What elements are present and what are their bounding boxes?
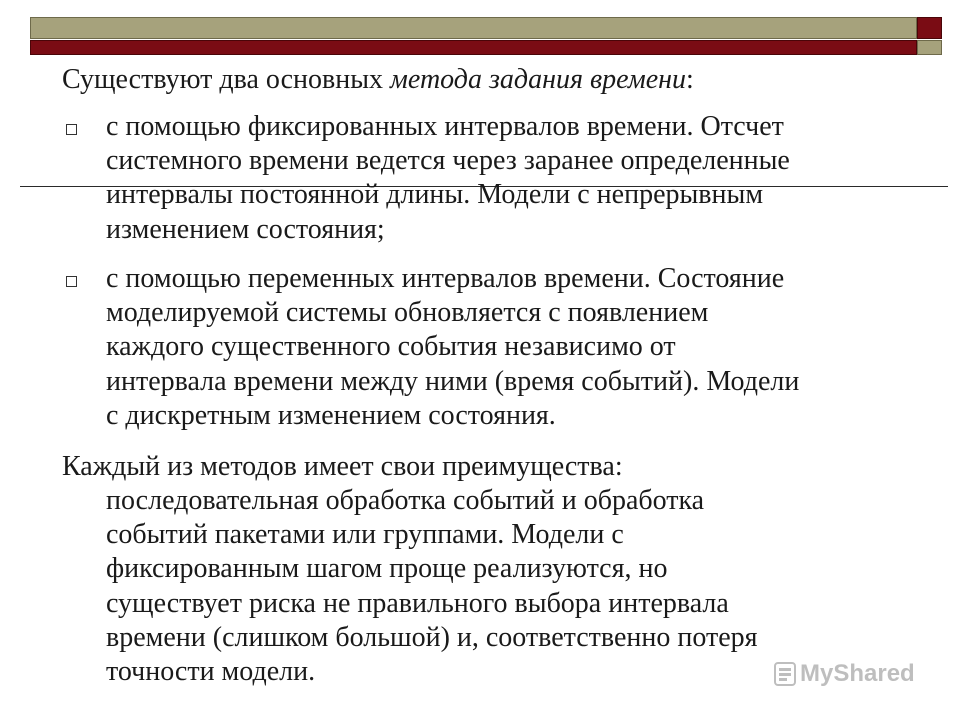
watermark-text: MyShared: [800, 660, 915, 687]
intro-text: [62, 63, 694, 97]
closing-line: последовательная обработка событий и обработка: [106, 485, 705, 516]
bullet-1: [106, 110, 790, 247]
closing-line: фиксированным шагом проще реализуются, но: [106, 553, 668, 585]
myshared-watermark: [774, 660, 915, 688]
myshared-logo-icon: [774, 662, 796, 686]
bullet-2-line: с помощью переменных интервалов времени. Состояние: [106, 263, 785, 294]
intro-tail: :: [686, 64, 694, 95]
bullet-2: [106, 262, 799, 433]
bullet-square-icon: [66, 124, 77, 135]
bullet-2-line: каждого существенного события независимо от: [106, 331, 676, 363]
bullet-1-line: с помощью фиксированных интервалов времени. Отсчет: [106, 111, 784, 142]
bullet-1-line: интервалы постоянной длины. Модели с непрерывным: [106, 179, 764, 211]
closing-paragraph: [62, 450, 623, 484]
bullet-square-icon: [66, 276, 77, 287]
bullet-1-line: системного времени ведется через заранее определенные: [106, 145, 790, 177]
intro-italic: метода задания времени: [390, 64, 687, 95]
closing-line: существует риска не правильного выбора интервала: [106, 587, 729, 619]
bullet-2-line: с дискретным изменением состояния.: [106, 399, 556, 431]
closing-paragraph-indented: [106, 484, 758, 689]
closing-line: точности модели.: [106, 656, 316, 688]
bullet-2-line: интервала времени между ними (время событий). Модели: [106, 365, 800, 397]
closing-line: времени (слишком большой) и, соответственно потеря: [106, 621, 758, 653]
bullet-1-line: изменением состояния;: [106, 213, 385, 245]
closing-line: Каждый из методов имеет свои преимущества:: [62, 451, 623, 482]
intro-normal: Существуют два основных: [62, 64, 391, 95]
bullet-2-line: моделируемой системы обновляется с появлением: [106, 297, 709, 329]
closing-line: событий пакетами или группами. Модели с: [106, 519, 624, 551]
